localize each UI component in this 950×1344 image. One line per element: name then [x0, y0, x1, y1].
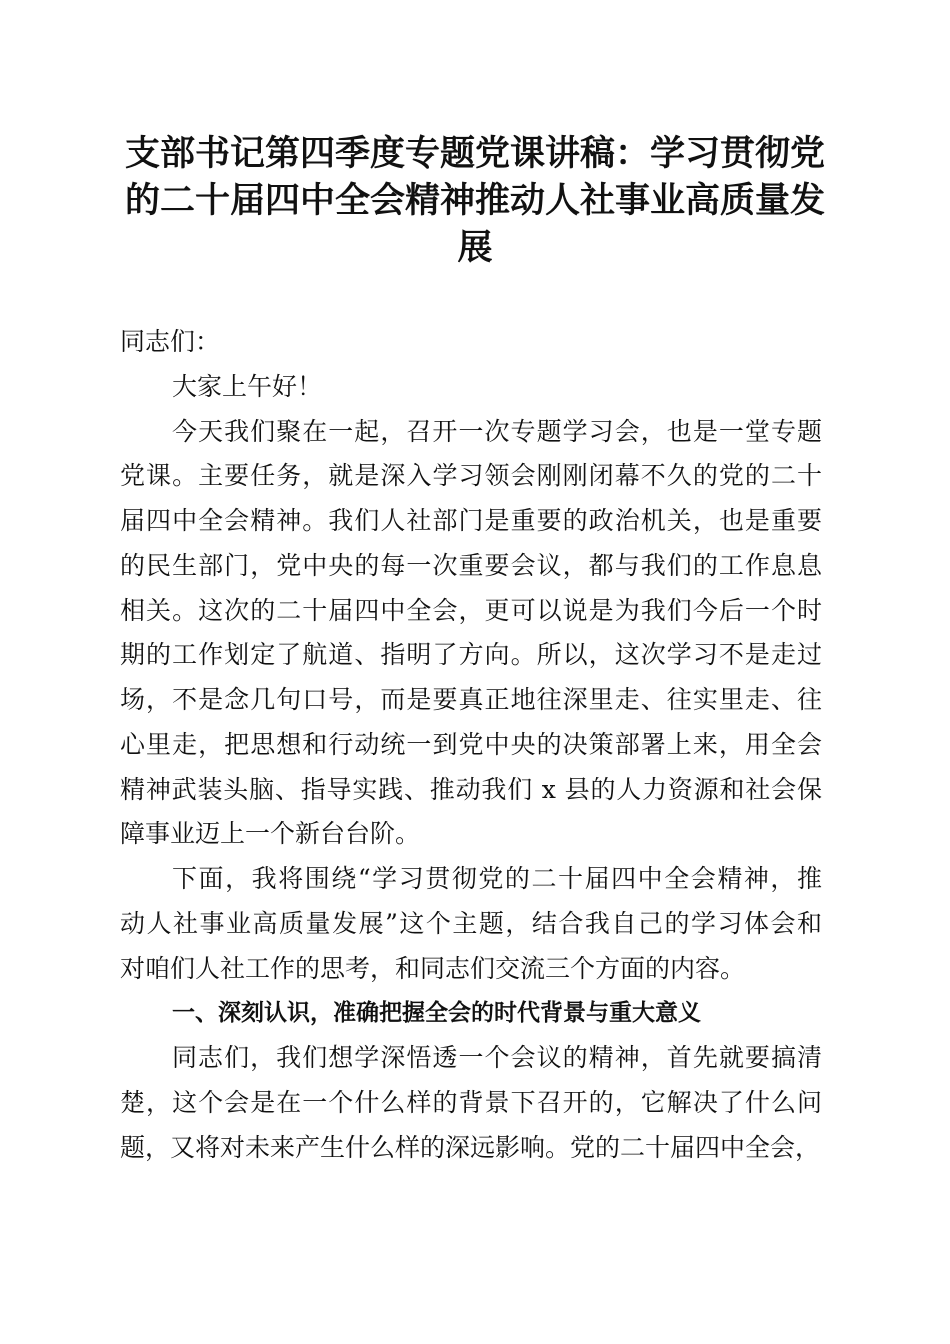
section-heading: 一、深刻认识，准确把握全会的时代背景与重大意义 — [172, 1000, 701, 1027]
title-line: 的二十届四中全会精神推动人社事业高质量发 — [124, 180, 825, 221]
document-title — [110, 130, 840, 271]
salutation: 同志们： — [120, 327, 221, 356]
paragraph-line: 对咱们人社工作的思考，和同志们交流三个方面的内容。 — [120, 953, 746, 983]
paragraph-line: 相关。这次的二十届四中全会，更可以说是为我们今后一个时 — [120, 595, 822, 625]
paragraph-line: 的民生部门，党中央的每一次重要会议，都与我们的工作息息 — [120, 550, 822, 580]
paragraph-line: 场，不是念几句口号，而是要真正地往深里走、往实里走、往 — [120, 685, 822, 714]
paragraph-line: 楚，这个会是在一个什么样的背景下召开的，它解决了什么问 — [120, 1087, 822, 1117]
paragraph-line: 党课。主要任务，就是深入学习领会刚刚闭幕不久的党的二十 — [120, 461, 822, 491]
paragraph-line: 心里走，把思想和行动统一到党中央的决策部署上来，用全会 — [120, 729, 822, 759]
paragraph-line: 下面，我将围绕“学习贯彻党的二十届四中全会精神，推 — [172, 864, 822, 893]
paragraph-line: 题，又将对未来产生什么样的深远影响。党的二十届四中全会， — [120, 1132, 821, 1162]
paragraph-line: 今天我们聚在一起，召开一次专题学习会，也是一堂专题 — [172, 416, 822, 446]
section-paragraph — [120, 1036, 822, 1170]
greeting: 大家上午好！ — [172, 371, 323, 401]
paragraph — [120, 410, 822, 858]
paragraph-line: 届四中全会精神。我们人社部门是重要的政治机关，也是重要 — [120, 506, 822, 535]
title-line: 展 — [457, 227, 493, 268]
paragraph-line: 精神武装头脑、指导实践、推动我们 x 县的人力资源和社会保 — [120, 774, 822, 804]
paragraph-line: 期的工作划定了航道、指明了方向。所以，这次学习不是走过 — [120, 640, 822, 670]
paragraph — [120, 857, 822, 991]
paragraphs — [120, 410, 822, 992]
title-line: 支部书记第四季度专题党课讲稿：学习贯彻党 — [124, 133, 825, 174]
document-body — [120, 320, 822, 1170]
paragraph-line: 动人社事业高质量发展”这个主题，结合我自己的学习体会和 — [120, 908, 822, 938]
paragraph-line: 同志们，我们想学深悟透一个会议的精神，首先就要搞清 — [172, 1043, 822, 1072]
paragraph-line: 障事业迈上一个新台台阶。 — [120, 819, 421, 849]
